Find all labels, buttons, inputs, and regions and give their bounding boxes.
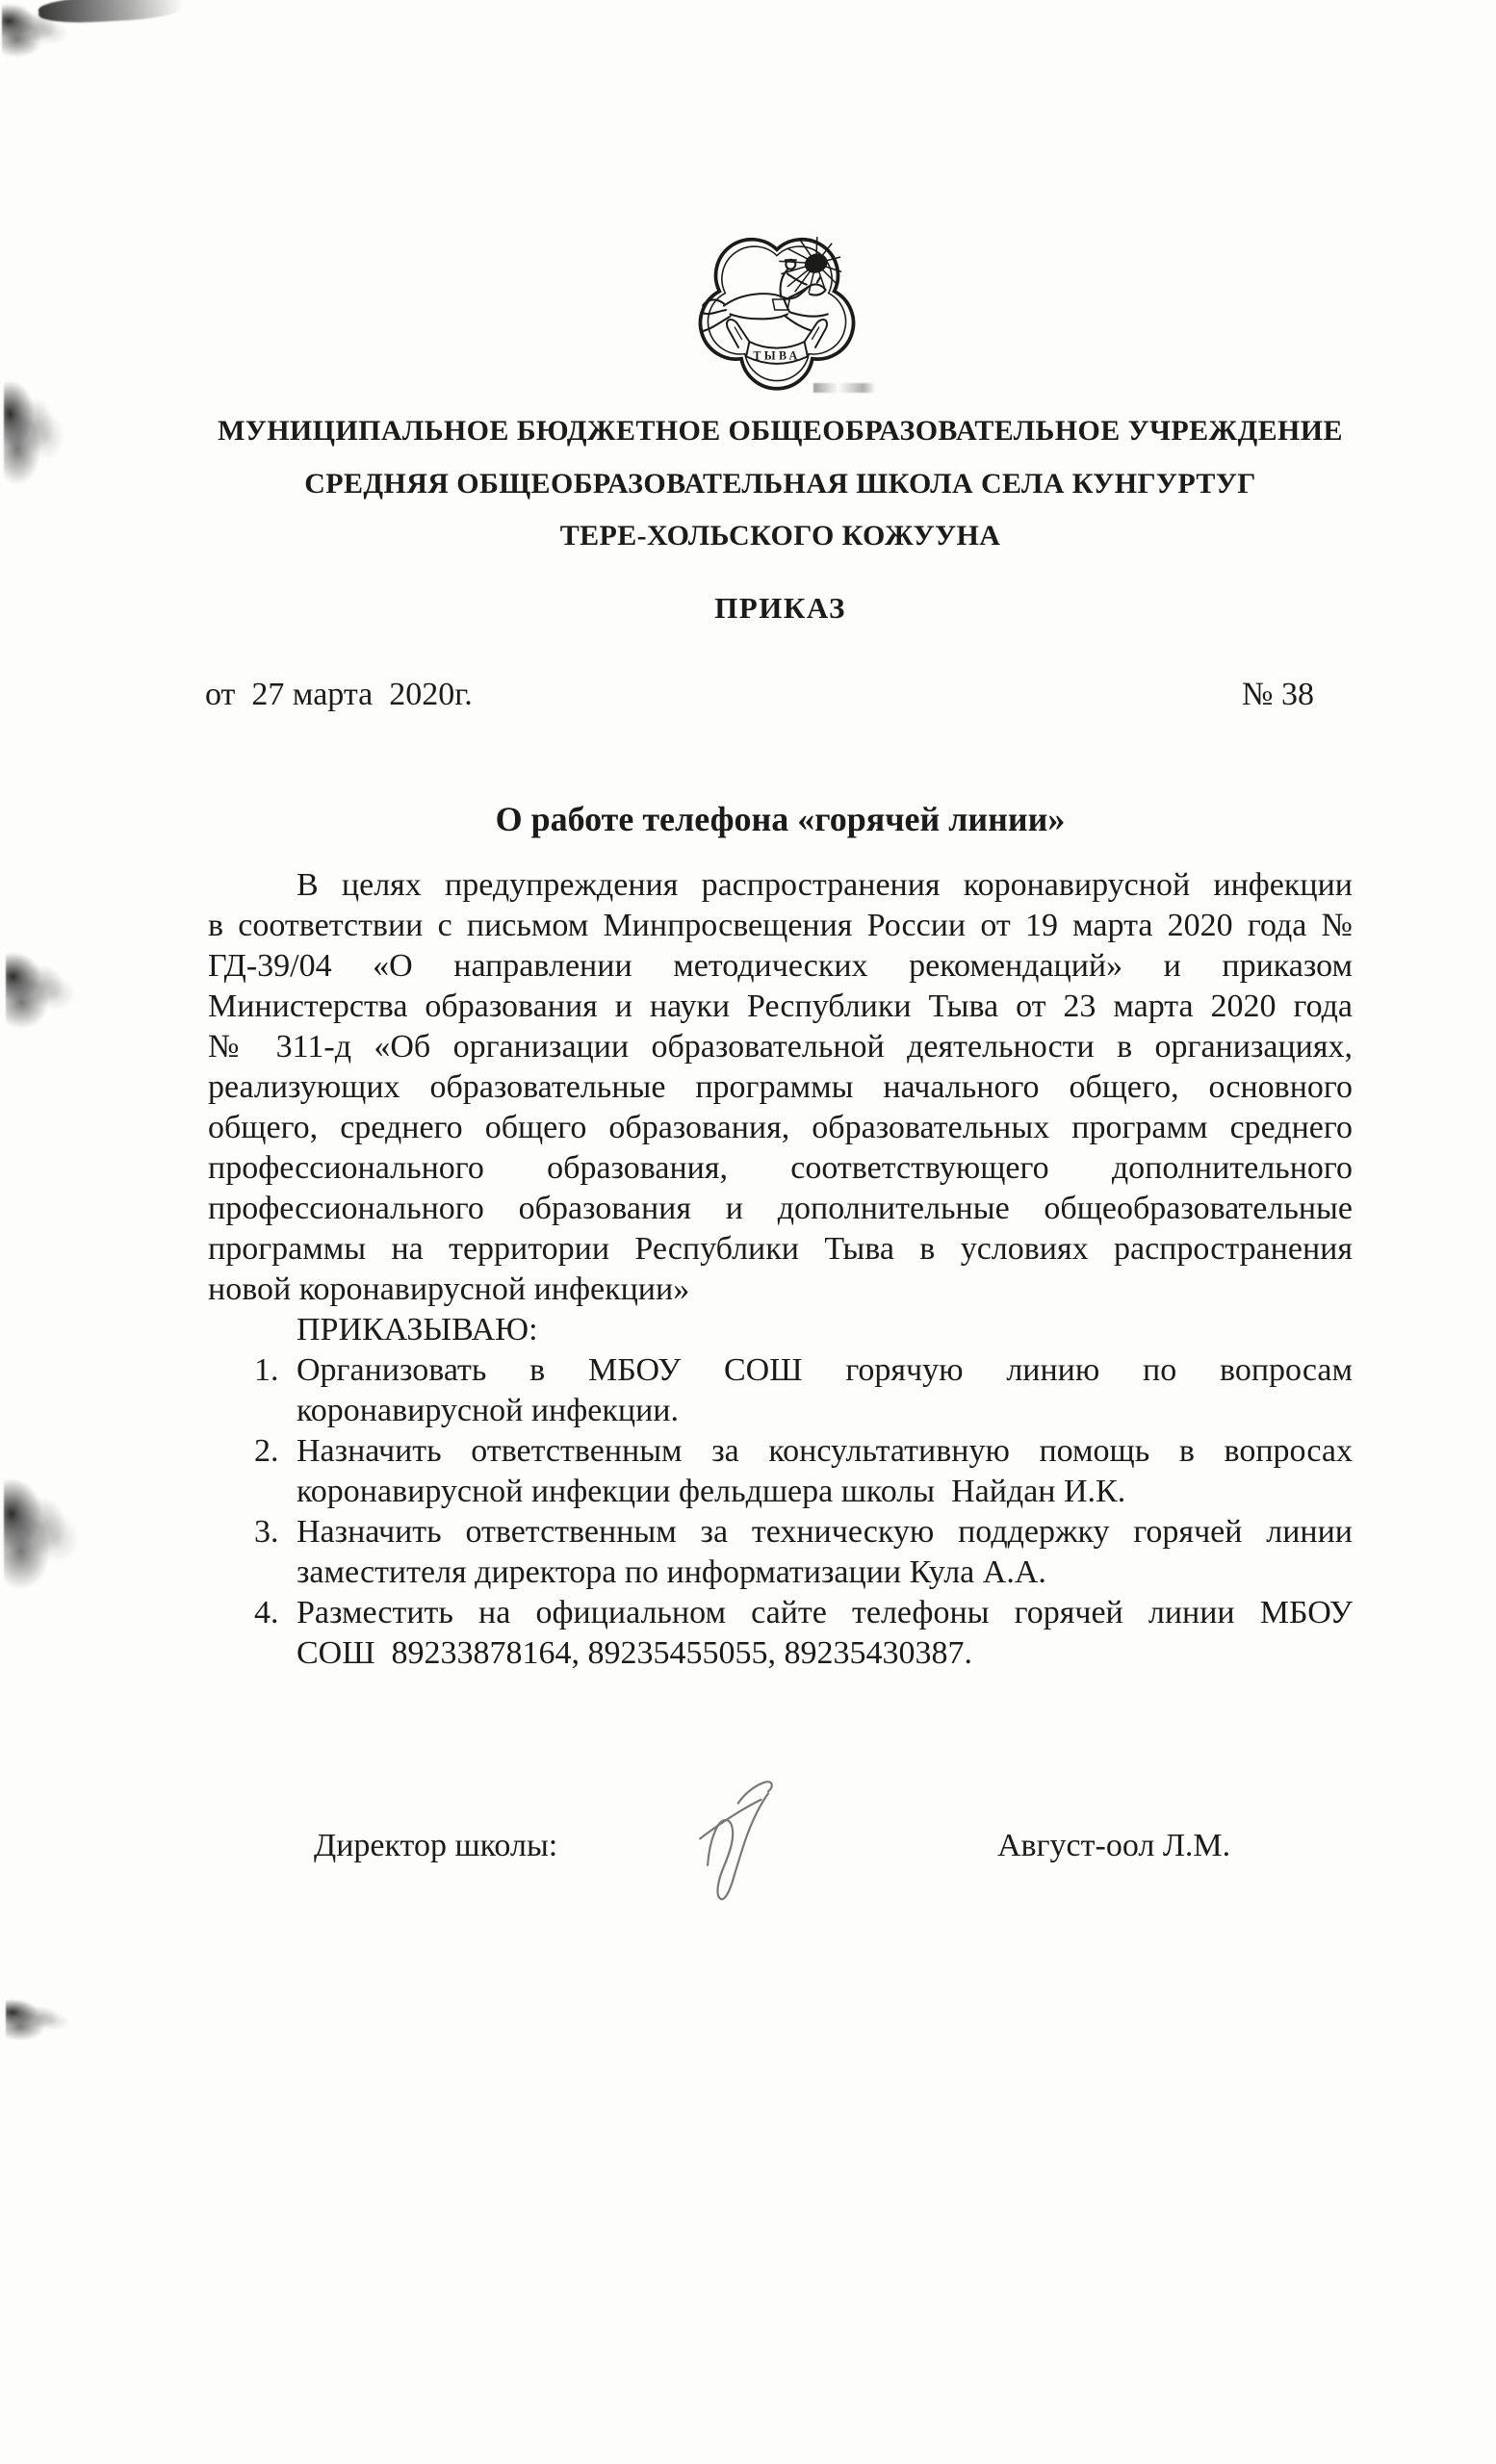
scan-smudge xyxy=(6,1996,71,2042)
paragraph-line: новой коронавирусной инфекции» xyxy=(208,1271,690,1307)
signature-scribble xyxy=(669,1769,823,1928)
scan-smudge xyxy=(38,0,183,25)
paragraph-line: программы на территории Республики Тыва в условиях распространения xyxy=(208,1231,1353,1267)
item-text xyxy=(297,1593,1353,1674)
item-number: 4. xyxy=(254,1595,279,1630)
item-text xyxy=(297,1431,1353,1512)
scan-smudge xyxy=(6,947,77,1032)
tyva-coat-of-arms-icon xyxy=(689,225,864,395)
item-line: Разместить на официальном сайте телефоны горячей линии МБОУ xyxy=(297,1595,1353,1630)
decree-word: ПРИКАЗЫВАЮ: xyxy=(297,1312,538,1348)
org-name-line: МУНИЦИПАЛЬНОЕ БЮДЖЕТНОЕ ОБЩЕОБРАЗОВАТЕЛЬНОЕ УЧРЕЖДЕНИЕ xyxy=(218,415,1343,447)
item-line: коронавирусной инфекции. xyxy=(297,1393,679,1428)
doc-number: № 38 xyxy=(1242,677,1314,712)
paragraph-line: № 311-д «Об организации образовательной деятельности в организациях, xyxy=(208,1029,1353,1065)
item-line: СОШ 89233878164, 89235455055, 89235430387. xyxy=(297,1635,973,1671)
date-number-row xyxy=(205,677,1353,713)
item-line: Организовать в МБОУ СОШ горячую линию по вопросам xyxy=(297,1352,1353,1388)
scan-smudge xyxy=(4,1471,81,1594)
org-name-line: ТЕРЕ-ХОЛЬСКОГО КОЖУУНА xyxy=(559,520,1001,552)
paragraph-line: в соответствии с письмом Минпросвещения России от 19 марта 2020 года № xyxy=(208,908,1353,943)
order-item xyxy=(208,1431,1353,1512)
item-line: заместителя директора по информатизации Кула А.А. xyxy=(297,1554,1046,1590)
order-item xyxy=(208,1350,1353,1431)
paragraph-line: ГД-39/04 «О направлении методических рекомендаций» и приказом xyxy=(208,948,1353,984)
order-item xyxy=(208,1593,1353,1674)
doc-body xyxy=(208,865,1353,1674)
doc-date: от 27 марта 2020г. xyxy=(205,677,473,712)
item-text xyxy=(297,1350,1353,1431)
scan-smudge xyxy=(4,373,65,489)
doc-type-title: ПРИКАЗ xyxy=(714,591,846,625)
emblem-outer-border xyxy=(701,240,854,389)
paragraph-line: профессионального образования, соответствующего дополнительного xyxy=(208,1150,1353,1186)
item-text xyxy=(297,1512,1353,1593)
item-number: 2. xyxy=(254,1433,279,1469)
org-name-block xyxy=(208,405,1353,563)
signature-label: Директор школы: xyxy=(314,1828,558,1863)
item-line: Назначить ответственным за консультативную помощь в вопросах xyxy=(297,1433,1353,1469)
paragraph-line: профессионального образования и дополнительные общеобразовательные xyxy=(208,1191,1353,1226)
org-name-line: СРЕДНЯЯ ОБЩЕОБРАЗОВАТЕЛЬНАЯ ШКОЛА СЕЛА КУНГУРТУГ xyxy=(304,467,1256,500)
paragraph-line: реализующих образовательные программы начального общего, основного xyxy=(208,1069,1353,1105)
doc-subject: О работе телефона «горячей линии» xyxy=(495,800,1066,838)
order-item xyxy=(208,1512,1353,1593)
item-number: 3. xyxy=(254,1514,279,1550)
signature-name: Август-оол Л.М. xyxy=(997,1828,1231,1863)
scan-smudge xyxy=(2,0,69,60)
item-line: Назначить ответственным за техническую поддержку горячей линии xyxy=(297,1514,1353,1550)
paragraph-line: Министерства образования и науки Республики Тыва от 23 марта 2020 года xyxy=(208,988,1353,1024)
paragraph-line: В целях предупреждения распространения коронавирусной инфекции xyxy=(297,867,1353,903)
ribbon-text: ТЫВА xyxy=(753,348,801,363)
paragraph-line: общего, среднего общего образования, образовательных программ среднего xyxy=(208,1110,1353,1145)
item-line: коронавирусной инфекции фельдшера школы Найдан И.К. xyxy=(297,1474,1126,1509)
item-number: 1. xyxy=(254,1352,279,1388)
